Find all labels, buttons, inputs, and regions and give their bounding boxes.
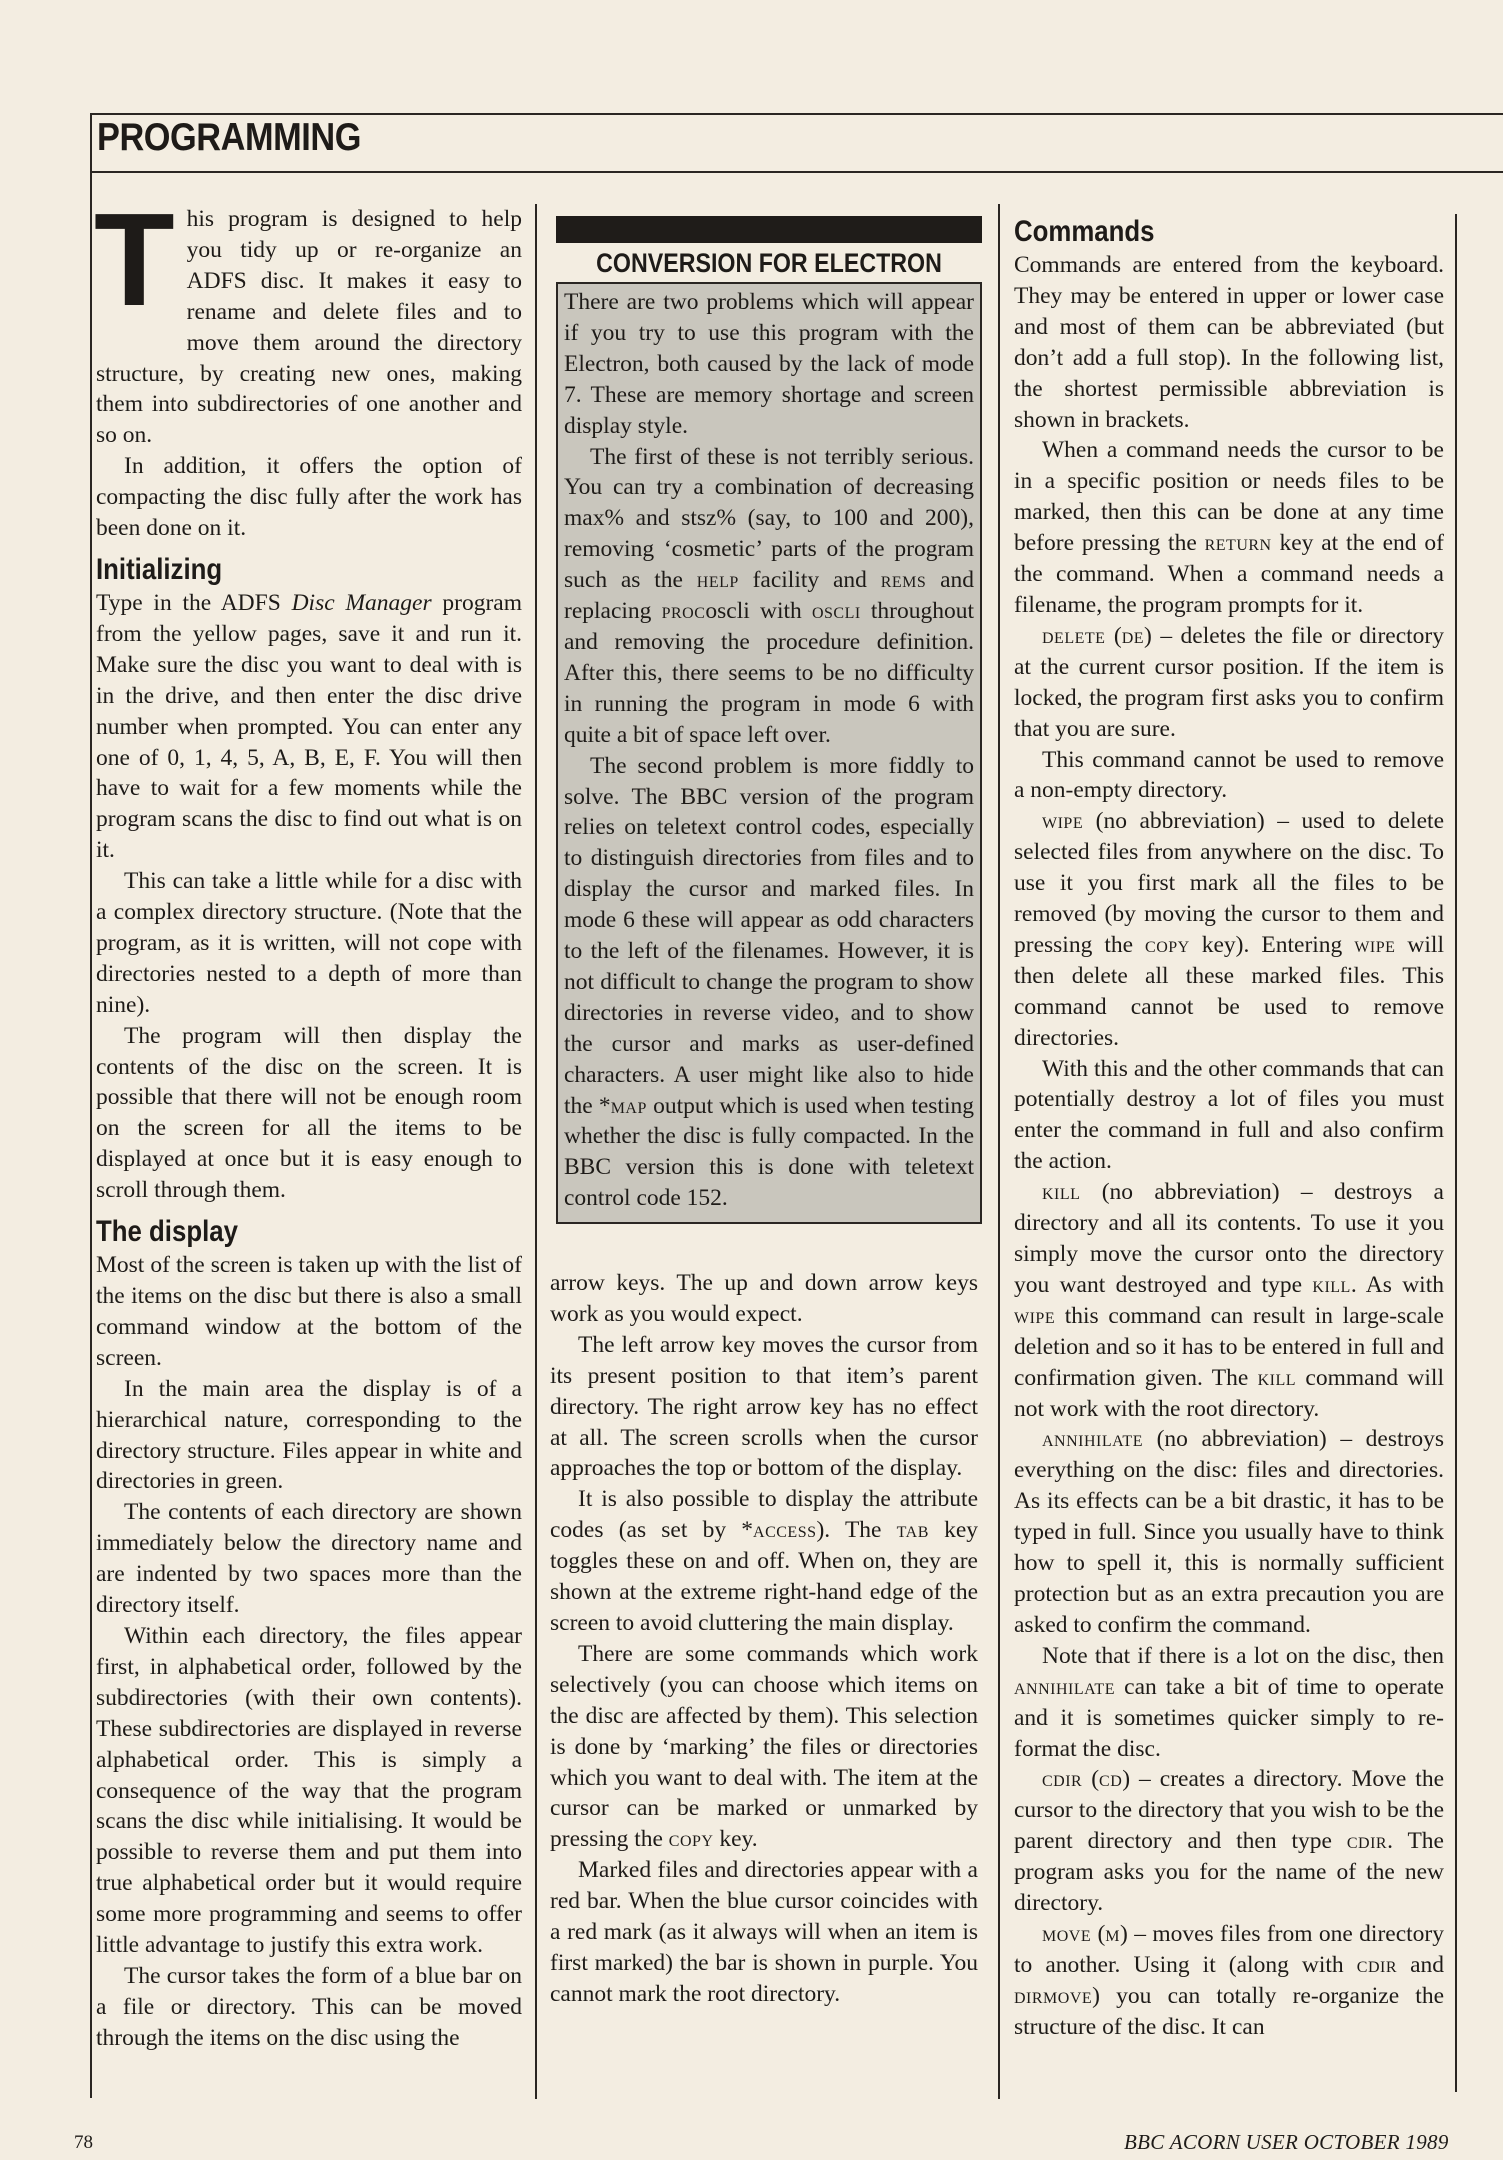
paragraph: move (m) – moves files from one directory to another. Using it (along with cdir and dirmove) you can totally re-organize the structure of the disc. It can [1014, 1920, 1444, 2040]
paragraph: It is also possible to display the attribute codes (as set by *access). The tab key toggles these on and off. When on, they are shown at the extreme right-hand edge of the screen to avoid cluttering the main display. [550, 1486, 979, 1636]
heading-initializing: Initializing [96, 552, 223, 586]
magazine-footer: BBC ACORN USER OCTOBER 1989 [1124, 2130, 1449, 2154]
paragraph: delete (de) – deletes the file or directory at the current cursor position. If the item is locked, the program first asks you to confirm that you are sure. [1014, 622, 1444, 742]
paragraph: This command cannot be used to remove a non-empty directory. [1014, 746, 1444, 804]
column-3 [1014, 214, 1444, 2043]
paragraph: Most of the screen is taken up with the list of the items on the disc but there is also a small command window at the bottom of the screen. [96, 1252, 522, 1371]
paragraph: The program will then display the contents of the disc on the screen. It is possible that there will not be enough room on the screen for all the items to be displayed at once but it is easy enough to scroll through them. [96, 1022, 522, 1204]
paragraph: cdir (cd) – creates a directory. Move the cursor to the directory that you wish to be the parent directory and then type cdir. The program asks you for the name of the new directory. [1014, 1766, 1444, 1917]
paragraph: The left arrow key moves the cursor from its present position to that item’s parent directory. The right arrow key has no effect at all. The screen scrolls when the cursor approaches the top or bottom of the display. [550, 1331, 978, 1482]
paragraph: With this and the other commands that can potentially destroy a lot of files you must enter the command in full and also confirm the action. [1014, 1055, 1444, 1175]
box-paragraph: There are two problems which will appear if you try to use this program with the Electron, both caused by the lack of mode 7. These are memory shortage and screen display style. [564, 289, 974, 439]
paragraph: Type in the ADFS Disc Manager program from the yellow pages, save it and run it. Make sure the disc you want to deal with is in the drive, and then enter the disc drive number when prompted. You can enter any one of 0, 1, 4, 5, A, B, E, F. You will then have to wait for a few moments while the program scans the disc to find out what is on it. [96, 589, 522, 864]
drop-cap: T [94, 186, 175, 333]
paragraph: The cursor takes the form of a blue bar on a file or directory. This can be moved through the items on the disc using the [96, 1962, 522, 2051]
column-1 [94, 186, 522, 2054]
paragraph: The contents of each directory are shown immediately below the directory name and are indented by two spaces more than the directory itself. [96, 1499, 522, 1619]
paragraph: wipe (no abbreviation) – used to delete selected files from anywhere on the disc. To use it you first mark all the files to be removed (by moving the cursor to them and pressing the copy key). Entering wipe will then delete all these marked files. This command cannot be used to remove directories. [1014, 808, 1444, 1051]
paragraph: In the main area the display is of a hierarchical nature, corresponding to the directory structure. Files appear in white and directories in green. [96, 1375, 522, 1495]
paragraph: Marked files and directories appear with a red bar. When the blue cursor coincides with a red mark (as it always will when an item is first marked) the bar is shown in purple. You cannot mark the root directory. [550, 1857, 978, 2007]
column-rule-3 [1455, 214, 1457, 2092]
paragraph: arrow keys. The up and down arrow keys work as you would expect. [550, 1270, 978, 1327]
paragraph: Commands are entered from the keyboard. They may be entered in upper or lower case and most of them can be abbreviated (but don’t add a full stop). In the following list, the shortest permissible abbreviation is shown in brackets. [1014, 252, 1444, 433]
column-2 [550, 1268, 978, 2010]
intro-paragraph: This program is designed to help you tidy up or re-organize an ADFS disc. It makes it easy to rename and delete files and to move them around the directory structure, by creating new ones, making them into subdirectories of one another and so on. [94, 186, 522, 449]
box-header-bar [556, 216, 982, 243]
box-body [556, 282, 982, 1224]
box-paragraph: The second problem is more fiddly to solve. The BBC version of the program relies on teletext control codes, especially to distinguish directories from files and to display the cursor and marked files. In mode 6 these will appear as odd characters to the left of the filenames. However, it is not difficult to change the program to show directories in reverse video, and to show the cursor and marks as user-defined characters. A user might like also to hide the *map output which is used when testing whether the disc is fully compacted. In the BBC version this is done with teletext control code 152. [564, 752, 974, 1212]
electron-conversion-box [556, 216, 982, 1224]
paragraph: When a command needs the cursor to be in a specific position or needs files to be marked, then this can be done at any time before pressing the return key at the end of the command. When a command needs a filename, the program prompts for it. [1014, 437, 1444, 618]
heading-commands: Commands [1014, 215, 1155, 248]
paragraph: This can take a little while for a disc with a complex directory structure. (Note that the program, as it is written, will not cope with directories nested to a depth of more than nine). [96, 868, 522, 1018]
page-number: 78 [74, 2132, 93, 2153]
section-title: PROGRAMMING [97, 116, 361, 159]
paragraph: Within each directory, the files appear first, in alphabetical order, followed by the subdirectories (with their own contents). These subdirectories are displayed in reverse alphabetical order. This is simply a consequence of the way that the program scans the disc while initialising. It would be possible to reverse them and put them into true alphabetical order but it would require some more programming and seems to offer little advantage to justify this extra work. [96, 1622, 522, 1959]
paragraph: Note that if there is a lot on the disc, then annihilate can take a bit of time to operate and it is sometimes quicker simply to re-format the disc. [1014, 1642, 1444, 1762]
paragraph: In addition, it offers the option of compacting the disc fully after the work has been done on it. [96, 453, 522, 542]
column-rule-2 [998, 204, 1000, 2099]
paragraph: kill (no abbreviation) – destroys a directory and all its contents. To use it you simply move the cursor onto the directory you want destroyed and type kill. As with wipe this command can result in large-scale deletion and so it has to be entered in full and confirmation given. The kill command will not work with the root directory. [1014, 1179, 1444, 1422]
box-title: CONVERSION FOR ELECTRON [596, 248, 942, 278]
title-rule [92, 171, 1503, 173]
top-rule [90, 113, 1503, 115]
box-paragraph: The first of these is not terribly serious. You can try a combination of decreasing max% and stsz% (say, to 100 and 200), removing ‘cosmetic’ parts of the program such as the help facility and rems and replacing procoscli with oscli throughout and removing the procedure definition. After this, there seems to be no difficulty in running the program in mode 6 with quite a bit of space left over. [564, 443, 974, 748]
heading-the-display: The display [96, 1215, 238, 1249]
column-rule-1 [535, 204, 537, 2099]
paragraph: annihilate (no abbreviation) – destroys everything on the disc: files and directories. As its effects can be a bit drastic, it has to be typed in full. Since you usually have to think how to spell it, this is normally sufficient protection but as an extra precaution you are asked to confirm the command. [1014, 1426, 1444, 1638]
header-left-rule [90, 113, 92, 2098]
paragraph: There are some commands which work selectively (you can choose which items on the disc are affected by them). This selection is done by ‘marking’ the files or directories which you want to deal with. The item at the cursor can be marked or unmarked by pressing the copy key. [550, 1640, 978, 1853]
